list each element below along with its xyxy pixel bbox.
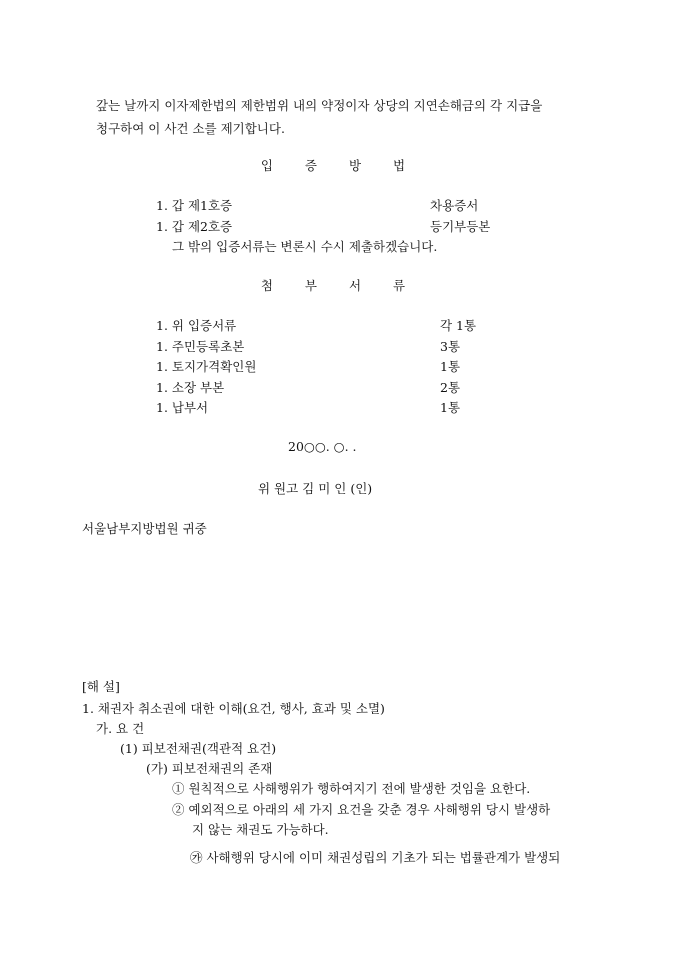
filing-date: 20○○. ○. .: [288, 439, 357, 454]
commentary-line: ① 원칙적으로 사해행위가 행하여지기 전에 발생한 것임을 요한다.: [172, 781, 531, 796]
commentary-line: ㉮ 사해행위 당시에 이미 채권성립의 기초가 되는 법률관계가 발생되: [190, 850, 561, 865]
intro-line-2: 청구하여 이 사건 소를 제기합니다.: [96, 121, 285, 136]
attachment-item-value: 각 1통: [440, 318, 477, 333]
attachment-item-value: 1통: [440, 400, 461, 415]
attachment-item-label: 1. 주민등록초본: [156, 339, 245, 354]
plaintiff-signature: 위 원고 김 미 인 (인): [258, 481, 373, 496]
attachment-item-label: 1. 소장 부본: [156, 380, 225, 395]
attachment-item-value: 3통: [440, 339, 461, 354]
attachment-item-value: 2통: [440, 380, 461, 395]
commentary-line: 1. 채권자 취소권에 대한 이해(요건, 행사, 효과 및 소멸): [82, 701, 385, 716]
attachments-heading: 첨 부 서 류: [260, 278, 420, 293]
commentary-line: 지 않는 채권도 가능하다.: [192, 822, 329, 837]
commentary-line: ② 예외적으로 아래의 세 가지 요건을 갖춘 경우 사해행위 당시 발생하: [172, 802, 551, 817]
evidence-item-value: 차용증서: [430, 198, 479, 213]
attachment-item-label: 1. 토지가격확인원: [156, 359, 257, 374]
commentary-line: 가. 요 건: [96, 721, 145, 736]
commentary-title: [해 설]: [82, 679, 120, 694]
commentary-line: (1) 피보전채권(객관적 요건): [120, 741, 277, 756]
attachment-item-label: 1. 납부서: [156, 400, 209, 415]
evidence-item-label: 1. 갑 제2호증: [156, 219, 233, 234]
intro-line-1: 갚는 날까지 이자제한법의 제한범위 내의 약정이자 상당의 지연손해금의 각 지급을: [96, 98, 543, 113]
evidence-item-label: 1. 갑 제1호증: [156, 198, 233, 213]
evidence-heading: 입 증 방 법: [260, 158, 420, 173]
court-addressee: 서울남부지방법원 귀중: [82, 521, 207, 536]
attachment-item-label: 1. 위 입증서류: [156, 318, 237, 333]
attachment-item-value: 1통: [440, 359, 461, 374]
evidence-item-value: 등기부등본: [430, 219, 491, 234]
evidence-note: 그 밖의 입증서류는 변론시 수시 제출하겠습니다.: [172, 239, 438, 254]
commentary-line: (가) 피보전채권의 존재: [146, 761, 273, 776]
